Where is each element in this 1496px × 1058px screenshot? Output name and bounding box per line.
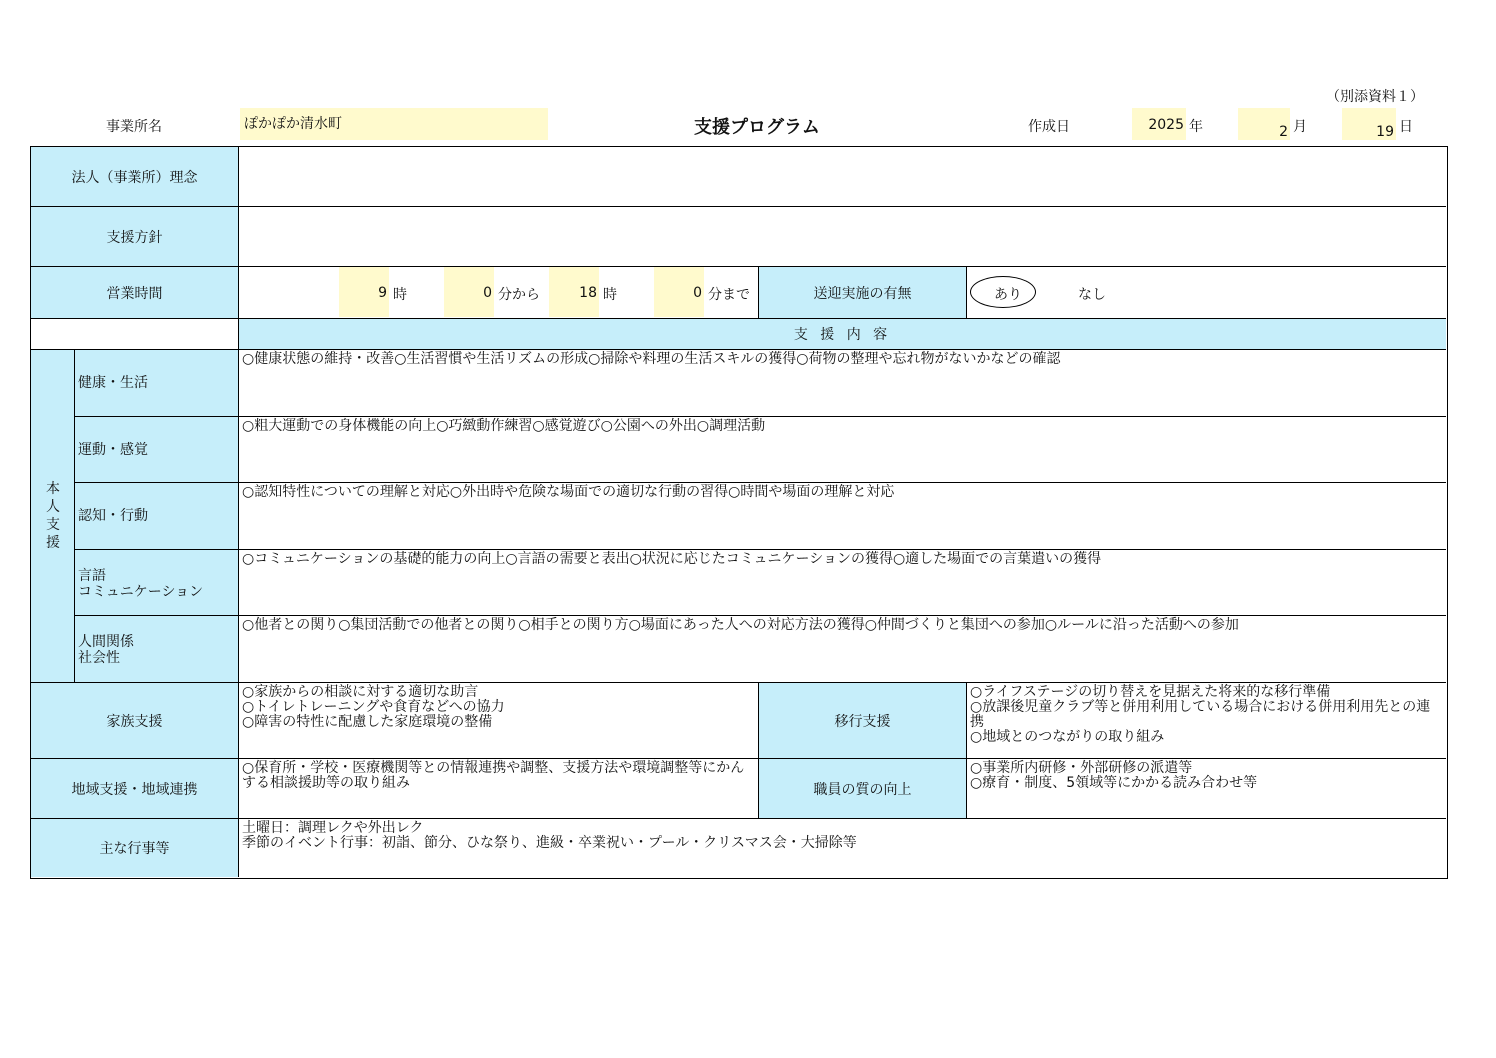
community-support-content[interactable]: ○保育所・学校・医療機関等との情報連携や調整、支援方法や環境調整等にかんする相談援助等の取り組み [239,759,759,819]
support-header: 支 援 内 容 [239,319,1446,350]
transport-yes[interactable]: あり [994,287,1022,303]
domain-label-language: 言語 コミュニケーション [75,550,239,616]
month-field[interactable]: 2 [1238,108,1290,140]
day-field[interactable]: 19 [1342,108,1396,140]
office-name-field[interactable]: ぽかぽか清水町 [240,108,548,140]
policy-value[interactable] [239,207,1446,267]
year-field[interactable]: 2025 [1132,108,1186,140]
events-content[interactable]: 土曜日：調理レクや外出レク 季節のイベント行事：初詣、節分、ひな祭り、進級・卒業祝い・プール・クリスマス会・大掃除等 [242,820,857,851]
year-unit: 年 [1189,119,1203,135]
family-support-label: 家族支援 [31,683,239,759]
hour-unit-2: 時 [603,287,617,303]
month-unit: 月 [1293,119,1307,135]
domain-label-social: 人間関係 社会性 [75,616,239,683]
program-table [30,146,1448,879]
start-min-field[interactable]: 0 [444,267,494,317]
domain-label-health: 健康・生活 [75,350,239,417]
hours-cell [239,267,759,319]
transport-label: 送迎実施の有無 [759,267,967,319]
hours-label: 営業時間 [31,267,239,319]
domain-content-cognition[interactable]: ○認知特性についての理解と対応○外出時や危険な場面での適切な行動の習得○時間や場面の理解と対応 [239,483,1446,550]
start-hour-field[interactable]: 9 [339,267,389,317]
min-unit-1: 分から [498,287,540,303]
family-support-content[interactable]: ○家族からの相談に対する適切な助言 ○トイレトレーニングや食育などへの協力 ○障害の特性に配慮した家庭環境の整備 [239,683,759,759]
created-label: 作成日 [1028,119,1070,135]
transport-no[interactable]: なし [1078,287,1106,303]
policy-label: 支援方針 [31,207,239,267]
philosophy-label: 法人（事業所）理念 [31,147,239,207]
staff-quality-label: 職員の質の向上 [759,759,967,819]
domain-label-motor: 運動・感覚 [75,417,239,483]
transition-support-label: 移行支援 [759,683,967,759]
day-unit: 日 [1399,119,1413,135]
transition-support-content[interactable]: ○ライフステージの切り替えを見据えた将来的な移行準備 ○放課後児童クラブ等と併用利用している場合における併用利用先との連携 ○地域とのつながりの取り組み [967,683,1446,759]
community-support-label: 地域支援・地域連携 [31,759,239,819]
end-hour-field[interactable]: 18 [549,267,599,317]
support-header-blank [31,319,239,350]
domain-content-language[interactable]: ○コミュニケーションの基礎的能力の向上○言語の需要と表出○状況に応じたコミュニケーションの獲得○適した場面での言葉遣いの獲得 [239,550,1446,616]
min-unit-2: 分まで [708,287,750,303]
end-min-field[interactable]: 0 [654,267,704,317]
individual-support-label-cell [31,350,75,683]
transport-cell [967,267,1446,319]
domain-content-social[interactable]: ○他者との関り○集団活動での他者との関り○相手との関り方○場面にあった人への対応方法の獲得○仲間づくりと集団への参加○ルールに沿った活動への参加 [239,616,1446,683]
hour-unit-1: 時 [393,287,407,303]
philosophy-value[interactable] [239,147,1446,207]
transport-yes-circle [970,276,1036,308]
individual-support-label: 本人支援 [46,481,60,551]
office-label: 事業所名 [106,119,162,135]
domain-content-health[interactable]: ○健康状態の維持・改善○生活習慣や生活リズムの形成○掃除や料理の生活スキルの獲得○荷物の整理や忘れ物がないかなどの確認 [239,350,1446,417]
staff-quality-content[interactable]: ○事業所内研修・外部研修の派遣等 ○療育・制度、5領域等にかかる読み合わせ等 [967,759,1446,819]
domain-content-motor[interactable]: ○粗大運動での身体機能の向上○巧緻動作練習○感覚遊び○公園への外出○調理活動 [239,417,1446,483]
events-label: 主な行事等 [31,819,239,877]
domain-label-cognition: 認知・行動 [75,483,239,550]
attachment-note: （別添資料１） [1326,89,1424,105]
page-title: 支援プログラム [694,117,820,138]
